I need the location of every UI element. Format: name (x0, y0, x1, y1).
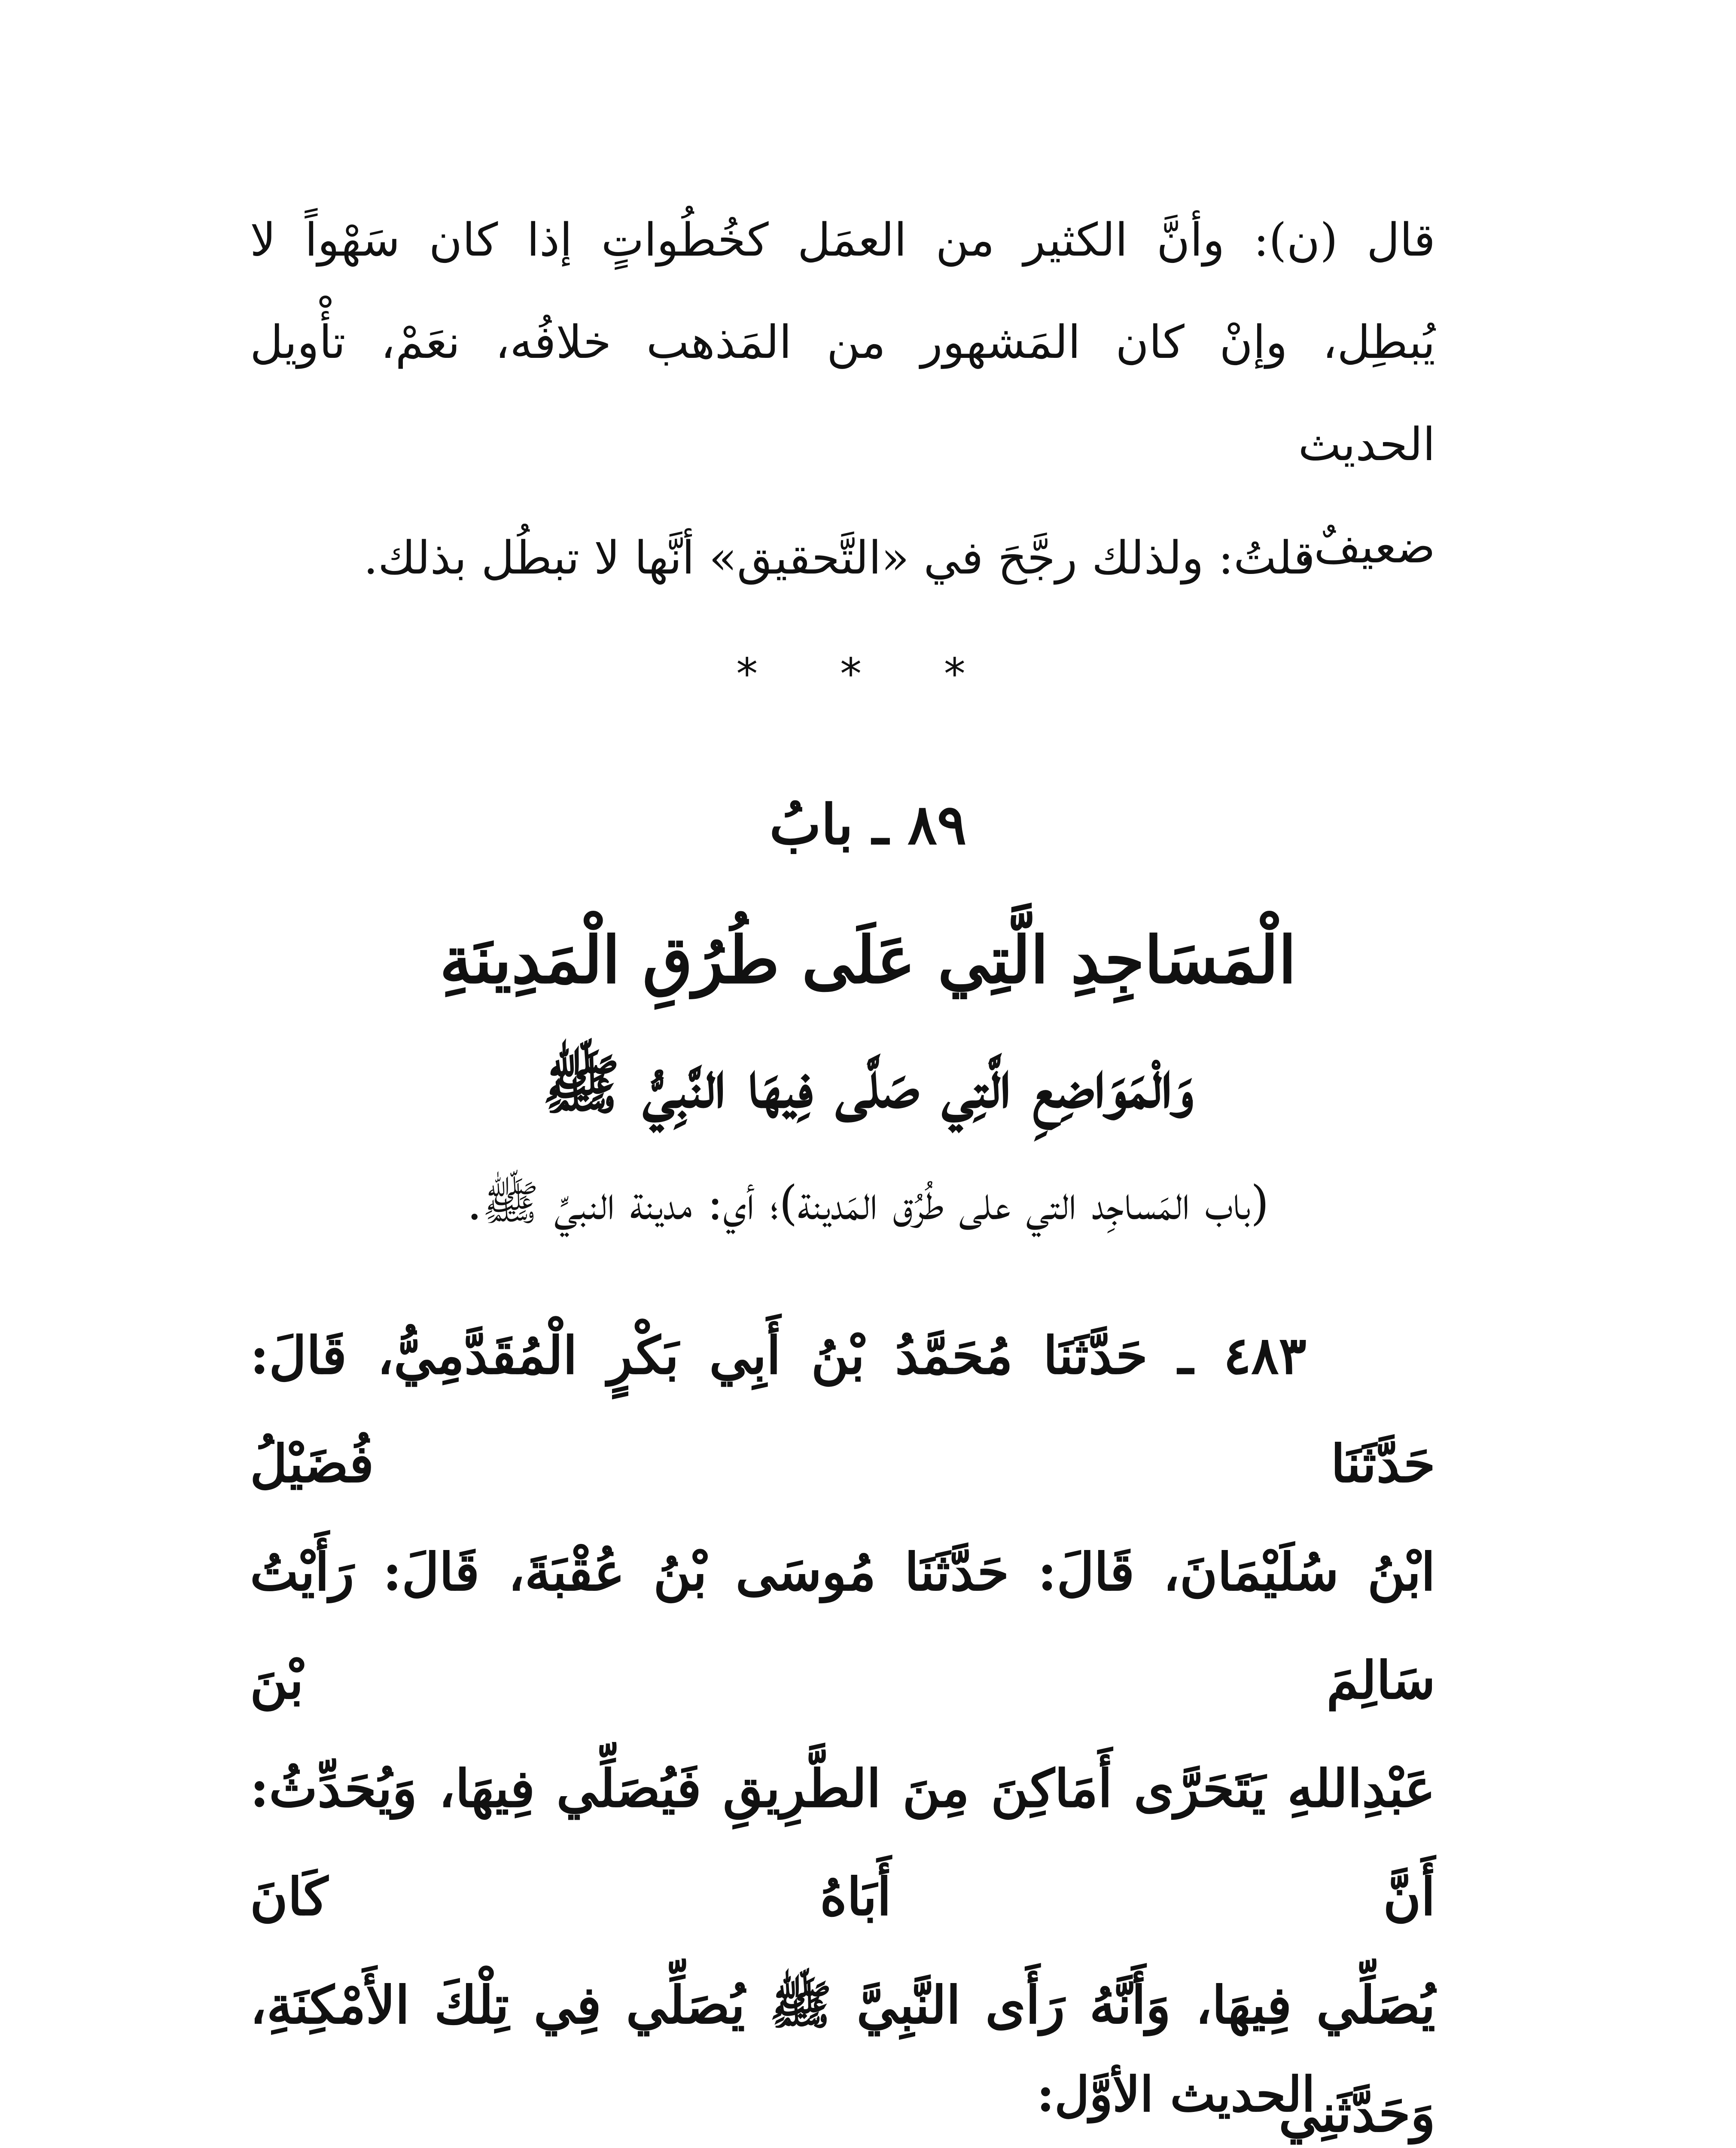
chapter-title-line: الْمَسَاجِدِ الَّتِي عَلَى طُرُقِ الْمَدِينَةِ (439, 922, 1297, 998)
chapter-title (0, 898, 1736, 1147)
hadith-text (250, 1302, 1435, 2148)
first-hadith-heading: الحديث الأوَّل: (1036, 2066, 1315, 2123)
chapter-number: ٨٩ ـ بابُ (769, 793, 967, 857)
commentary-line: يُبطِل، وإنْ كان المَشهور من المَذهب خلافُه، نعَمْ، تأْويل الحديث (250, 316, 1435, 471)
chapter-note: (باب المَساجِد التي على طُرُق المَدينة)؛ أي: مدينة النبيِّ ﷺ. (467, 1175, 1269, 1230)
commentary-line: ضعيفٌ. (1299, 520, 1435, 573)
commentary-line: قال (ن): وأنَّ الكثير من العمَل كخُطُواتٍ إذا كان سَهْواً لا (250, 214, 1435, 266)
chapter-title-line: وَالْمَوَاضِعِ الَّتِي صَلَّى فِيهَا النَّبِيُّ ﷺ (542, 1047, 1194, 1123)
hadith-line: ٤٨٣ ـ حَدَّثَنَا مُحَمَّدُ بْنُ أَبِي بَكْرٍ الْمُقَدَّمِيُّ، قَالَ: حَدَّثَنَا فُضَيْلُ (250, 1325, 1435, 1494)
qultu-paragraph: قلتُ: ولذلك رجَّحَ في «التَّحقيق» أنَّها لا تبطُل بذلك. (363, 531, 1315, 584)
hadith-line: يُصَلِّي فِيهَا، وَأَنَّهُ رَأَى النَّبِيَّ ﷺ يُصَلِّي فِي تِلْكَ الأَمْكِنَةِ، وَحَدَّثَنِي (250, 1975, 1435, 2144)
section-separator: * * * (736, 649, 1000, 699)
hadith-line: عَبْدِاللهِ يَتَحَرَّى أَمَاكِنَ مِنَ الطَّرِيقِ فَيُصَلِّي فِيهَا، وَيُحَدِّثُ: أَنَّ أَبَاهُ كَانَ (250, 1758, 1435, 1927)
hadith-line: ابْنُ سُلَيْمَانَ، قَالَ: حَدَّثَنَا مُوسَى بْنُ عُقْبَةَ، قَالَ: رَأَيْتُ سَالِمَ بْنَ (250, 1542, 1435, 1711)
